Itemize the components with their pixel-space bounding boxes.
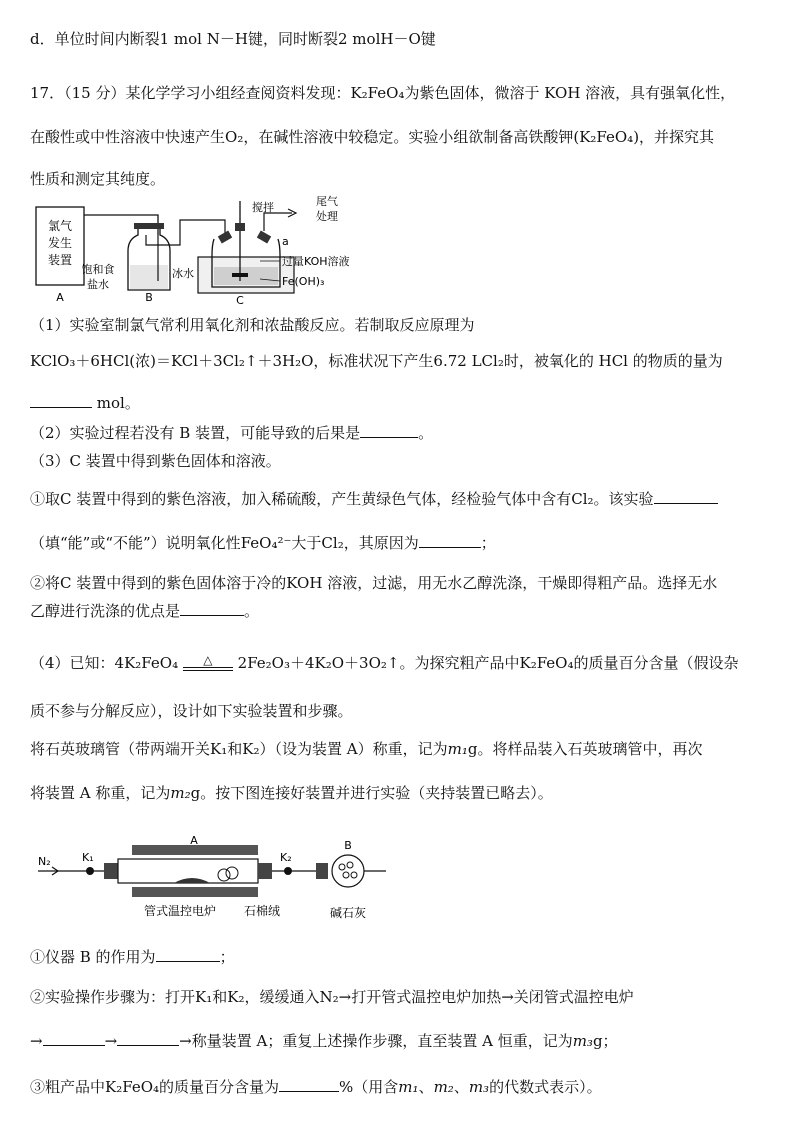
var-m1-b: m₁ <box>398 1078 419 1096</box>
p1-b: ，标准状况下产生 <box>313 352 434 370</box>
a-box-line-3: 装置 <box>47 253 73 267</box>
q17-line2-c: ，并探究其 <box>639 128 715 146</box>
p2-line <box>30 422 776 444</box>
p3-2-line1: ②将C 装置中得到的紫色固体溶于冷的KOH 溶液，过滤，用无水乙醇洗涤，干燥即得粗产品。选择无水 <box>30 574 718 592</box>
bond-count-1: 1 mol <box>159 30 202 48</box>
q4-3-d: 、 <box>418 1078 434 1096</box>
q4-3-a: ③粗产品中 <box>30 1078 106 1096</box>
p3-1-a: ①取C 装置中得到的紫色溶液，加入稀硫酸，产生黄绿色气体，经检验气体中含有 <box>30 490 572 508</box>
chem-cl2: Cl₂ <box>571 490 594 508</box>
label-a: A <box>56 291 64 304</box>
furnace-apparatus <box>38 835 386 920</box>
p2-end: 。 <box>418 424 434 442</box>
var-m2-b: m₂ <box>433 1078 454 1096</box>
p3-2-b: 乙醇进行洗涤的优点是 <box>30 602 181 620</box>
q4-3-e: 、 <box>453 1078 469 1096</box>
k1-label: K₁ <box>82 851 94 864</box>
p3-1-line2 <box>30 532 776 554</box>
p4-line3-c: ）（设为装置 A）称重，记为 <box>259 740 448 758</box>
p1-line3 <box>30 392 776 414</box>
q4-1-b: ； <box>219 948 235 966</box>
chem-k1-b: K₁ <box>195 988 213 1006</box>
q4-2-g: →称量装置 A；重复上述操作步骤，直至装置 A 恒重，记为 <box>179 1032 573 1050</box>
n2-label: N₂ <box>38 855 51 868</box>
chem-k2feo4: K₂FeO₄ <box>350 84 405 102</box>
heat-symbol: △ <box>203 653 213 667</box>
label-b: B <box>145 291 153 304</box>
answer-blank-7[interactable] <box>43 1031 105 1046</box>
p4-line2: 质不参与分解反应），设计如下实验装置和步骤。 <box>30 702 353 720</box>
var-m1: m₁ <box>447 740 468 758</box>
answer-blank-5[interactable] <box>180 601 244 616</box>
q4-2-e: → <box>30 1032 43 1050</box>
q17-intro-line1 <box>30 82 776 104</box>
q4-1-line <box>30 946 776 968</box>
q17-intro-b: 为紫色固体，微溶于 KOH 溶液，具有强氧化性， <box>404 84 736 102</box>
wool-label: 石棉绒 <box>244 904 281 918</box>
q4-2-b: 和 <box>212 988 228 1006</box>
q4-3-f: 的代数式表示）。 <box>489 1078 602 1096</box>
p3-1-c: （填“能”或“不能”）说明氧化性 <box>30 534 241 552</box>
a-box-line-2: 发生 <box>47 236 73 250</box>
q17-line2-b: ，在碱性溶液中较稳定。实验小组欲制备高铁酸钾 <box>243 128 574 146</box>
p4-line3-b: 和 <box>227 740 243 758</box>
p3-2-line2 <box>30 600 776 622</box>
q17-intro-a: 17．（15 分）某化学学习小组经查阅资料发现： <box>30 84 351 102</box>
tail-1: 尾气 <box>316 195 338 208</box>
p4-line4-b: g。按下图连接好装置并进行实验（夹持装置已略去）。 <box>190 784 553 802</box>
answer-blank-2[interactable] <box>360 423 418 438</box>
p1-amount: 6.72 LCl₂ <box>433 352 504 370</box>
q4-3-b: 的质量百分含量为 <box>159 1078 280 1096</box>
p1-unit: mol。 <box>96 394 140 412</box>
q17-intro-line2 <box>30 126 776 148</box>
answer-blank-4[interactable] <box>419 533 481 548</box>
chem-k2feo4-paren: (K₂FeO₄) <box>573 128 640 146</box>
ice-label: 冰水 <box>172 267 194 280</box>
q4-1-a: ①仪器 B 的作用为 <box>30 948 156 966</box>
p2-text: （2）实验过程若没有 B 装置，可能导致的后果是 <box>30 424 361 442</box>
p4-line3-a: 将石英玻璃管（带两端开关 <box>30 740 211 758</box>
q17-intro-line3: 性质和测定其纯度。 <box>30 170 166 188</box>
p4-line4-a: 将装置 A 称重，记为 <box>30 784 171 802</box>
label-b: B <box>344 839 352 852</box>
a-label: a <box>282 235 289 248</box>
p4-rhs: 2Fe₂O₃＋4K₂O＋3O₂↑ <box>237 654 400 672</box>
chem-k2: K₂ <box>242 740 260 758</box>
k2-label: K₂ <box>280 851 292 864</box>
koh-label: 过量KOH溶液 <box>282 255 350 268</box>
p3-1-f: ； <box>480 534 496 552</box>
q17-line2-a: 在酸性或中性溶液中快速产生 <box>30 128 226 146</box>
q4-2-a: ②实验操作步骤为：打开 <box>30 988 196 1006</box>
apparatus-figure <box>30 195 370 310</box>
p3-1-e: ，其原因为 <box>343 534 419 552</box>
label-a: A <box>190 835 198 847</box>
p4-line4 <box>30 782 776 804</box>
stir-label: 搅拌 <box>252 201 274 214</box>
feoh-label: Fe(OH)₃ <box>282 275 325 288</box>
chem-k2feo4-c: K₂FeO₄ <box>519 654 574 672</box>
chem-o2: O₂ <box>225 128 244 146</box>
q4-2-line2 <box>30 1030 776 1052</box>
tail-2: 处理 <box>316 210 338 223</box>
p1-c: 时，被氧化的 HCl 的物质的量为 <box>503 352 723 370</box>
q4-2-line1 <box>30 986 776 1008</box>
bond-2: 2 molH－O <box>338 30 421 48</box>
p1-line1: （1）实验室制氯气常利用氧化剂和浓盐酸反应。若制取反应原理为 <box>30 316 475 334</box>
p4-a: （4）已知： <box>30 654 115 672</box>
p4-c: 的质量百分含量（假设杂 <box>573 654 739 672</box>
answer-blank-3[interactable] <box>654 489 718 504</box>
chem-k1: K₁ <box>210 740 228 758</box>
option-d-mid: 键，同时断裂 <box>247 30 338 48</box>
q4-3-c: %（用含 <box>339 1078 399 1096</box>
equal-lines <box>183 667 233 671</box>
p1-equation: KClO₃＋6HCl(浓)＝KCl＋3Cl₂↑＋3H₂O <box>30 352 314 370</box>
var-m3-b: m₃ <box>468 1078 490 1096</box>
q4-2-f: → <box>104 1032 118 1050</box>
heat-arrow <box>183 655 233 671</box>
p4-line1 <box>30 652 776 675</box>
answer-blank-8[interactable] <box>117 1031 179 1046</box>
q4-3-line <box>30 1076 776 1098</box>
option-d-line <box>30 28 776 50</box>
p3-1-d: 大于 <box>291 534 322 552</box>
apparatus-c <box>172 195 350 307</box>
tube-furnace-figure <box>34 835 424 935</box>
p4-line3 <box>30 738 776 760</box>
answer-blank-6[interactable] <box>156 947 220 962</box>
chem-cl2-b: Cl₂ <box>321 534 344 552</box>
p4-lhs: 4K₂FeO₄ <box>114 654 179 672</box>
p3-2-c: 。 <box>244 602 260 620</box>
answer-blank-1[interactable] <box>30 393 92 408</box>
option-d-end: 键 <box>420 30 436 48</box>
b-liquid-1: 饱和食 <box>81 263 115 276</box>
p3-line: （3）C 装置中得到紫色固体和溶液。 <box>30 452 281 470</box>
q4-2-d: →打开管式温控电炉加热→关闭管式温控电炉 <box>338 988 634 1006</box>
p3-1-b: 。该实验 <box>593 490 654 508</box>
lime-label: 碱石灰 <box>330 906 367 920</box>
p1-line2 <box>30 350 776 372</box>
p4-b: 。为探究粗产品中 <box>399 654 520 672</box>
a-box-line-1: 氯气 <box>47 219 73 233</box>
b-liquid-2: 盐水 <box>87 278 109 291</box>
chem-n2: N₂ <box>319 988 339 1006</box>
apparatus-a <box>36 207 84 304</box>
option-d-label: d．单位时间内断裂 <box>30 30 160 48</box>
chem-feo4: FeO₄²⁻ <box>240 534 292 552</box>
label-c: C <box>236 294 244 307</box>
p4-line3-d: g。将样品装入石英玻璃管中，再次 <box>467 740 703 758</box>
answer-blank-9[interactable] <box>279 1077 339 1092</box>
chem-k2-b: K₂ <box>227 988 245 1006</box>
q4-2-c: ，缓缓通入 <box>244 988 320 1006</box>
var-m2: m₂ <box>170 784 191 802</box>
var-m3: m₃ <box>572 1032 593 1050</box>
p3-1-line1 <box>30 488 776 510</box>
bond-1: N－H <box>206 30 248 48</box>
chem-k2feo4-d: K₂FeO₄ <box>105 1078 160 1096</box>
furnace-label: 管式温控电炉 <box>144 904 217 918</box>
q4-2-h: g； <box>592 1032 618 1050</box>
